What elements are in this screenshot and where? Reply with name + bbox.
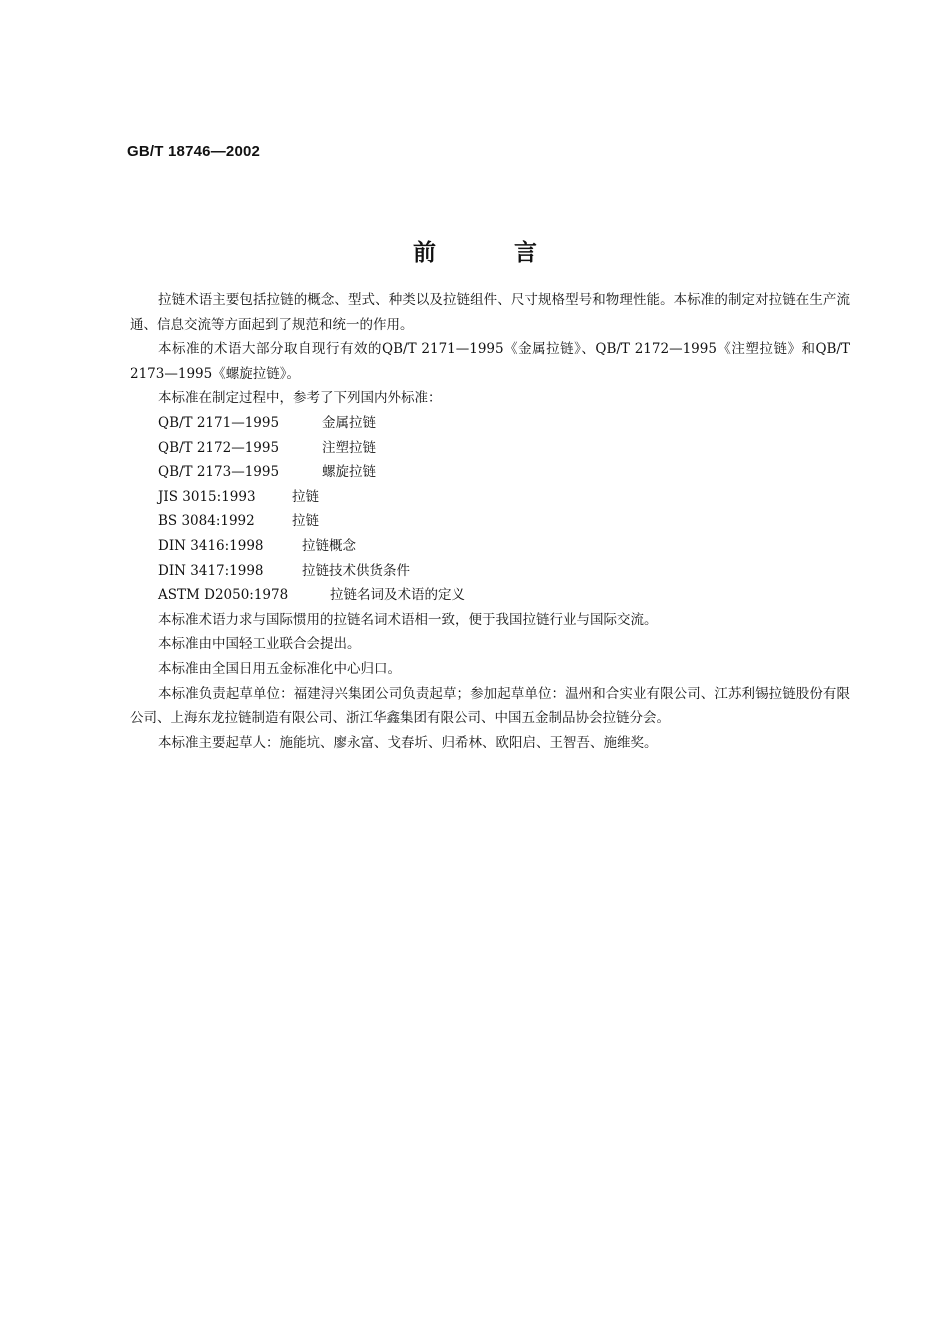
paragraph-drafting-units: 本标准负责起草单位：福建浔兴集团公司负责起草；参加起草单位：温州和合实业有限公司、江苏利锡拉链股份有限公司、上海东龙拉链制造有限公司、浙江华鑫集团有限公司、中国五金制品协会拉链分会。 xyxy=(130,685,850,727)
reference-name: 拉链名词及术语的定义 xyxy=(330,587,465,604)
reference-code: QB/T 2172—1995 xyxy=(158,439,280,456)
reference-item xyxy=(130,534,850,559)
paragraph-references-intro: 本标准在制定过程中，参考了下列国内外标准： xyxy=(158,390,442,407)
reference-name: 拉链 xyxy=(292,488,319,505)
reference-code: QB/T 2171—1995 xyxy=(158,414,280,431)
reference-item xyxy=(130,460,850,485)
reference-name: 金属拉链 xyxy=(322,414,376,431)
reference-code: JIS 3015:1993 xyxy=(158,488,256,505)
paragraph-international: 本标准术语力求与国际惯用的拉链名词术语相一致，便于我国拉链行业与国际交流。 xyxy=(158,611,658,628)
reference-item xyxy=(130,411,850,436)
reference-name: 拉链技术供货条件 xyxy=(302,562,410,579)
paragraph-proposer: 本标准由中国轻工业联合会提出。 xyxy=(158,636,361,653)
paragraph-drafters: 本标准主要起草人：施能坑、廖永富、戈春圻、归希林、欧阳启、王智吾、施维奖。 xyxy=(158,734,658,751)
title-part-2: 言 xyxy=(514,239,537,266)
reference-item xyxy=(130,509,850,534)
reference-item xyxy=(130,436,850,461)
paragraph-scope: 拉链术语主要包括拉链的概念、型式、种类以及拉链组件、尺寸规格型号和物理性能。本标准的制定对拉链在生产流通、信息交流等方面起到了规范和统一的作用。 xyxy=(130,292,850,333)
reference-name: 拉链概念 xyxy=(302,537,356,554)
reference-code: QB/T 2173—1995 xyxy=(158,464,280,481)
reference-code: ASTM D2050:1978 xyxy=(158,587,289,604)
paragraph-administrator: 本标准由全国日用五金标准化中心归口。 xyxy=(158,660,401,677)
reference-name: 螺旋拉链 xyxy=(322,464,376,481)
reference-code: BS 3084:1992 xyxy=(158,513,255,530)
reference-name: 拉链 xyxy=(292,513,319,530)
paragraph-source: 本标准的术语大部分取自现行有效的QB/T 2171—1995《金属拉链》、QB/T 2172—1995《注塑拉链》和QB/T 2173—1995《螺旋拉链》。 xyxy=(130,341,850,382)
page-title xyxy=(0,234,950,267)
reference-code: DIN 3417:1998 xyxy=(158,562,264,579)
reference-list xyxy=(130,411,850,608)
reference-item xyxy=(130,559,850,584)
reference-name: 注塑拉链 xyxy=(322,439,376,456)
reference-code: DIN 3416:1998 xyxy=(158,537,264,554)
foreword-body xyxy=(130,288,850,755)
reference-item xyxy=(130,583,850,608)
title-part-1: 前 xyxy=(413,239,436,266)
standard-code: GB/T 18746—2002 xyxy=(127,143,261,160)
reference-item xyxy=(130,485,850,510)
